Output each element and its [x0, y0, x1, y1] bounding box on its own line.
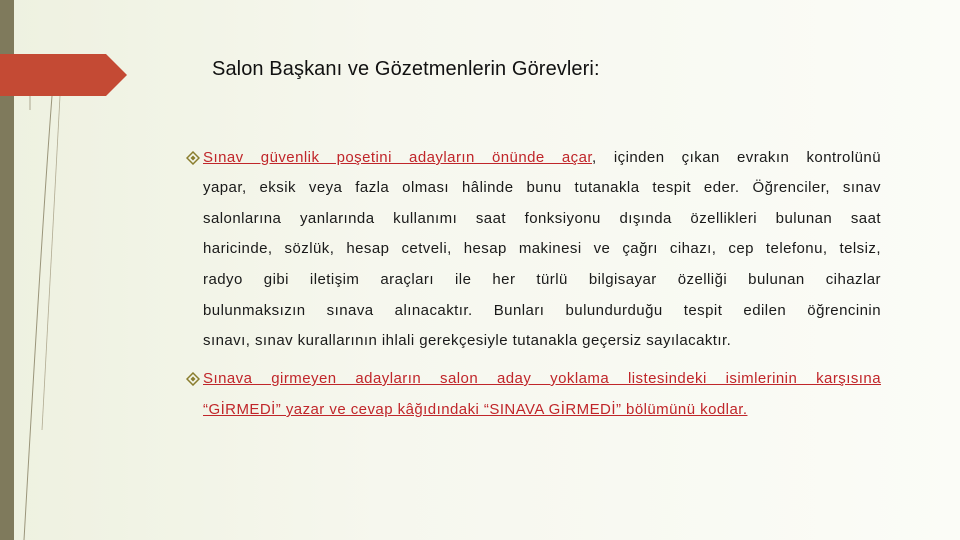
bullet1-line-7: sınavı, sınav kurallarının ihlali gerekçesiyle tutanakla geçersiz sayılacaktır.: [203, 332, 732, 349]
bullet1-line-1-rest: , içinden çıkan evrakın kontrolünü: [592, 149, 882, 166]
bullet1-line-1: [203, 149, 881, 166]
bullet1-highlight: Sınav güvenlik poşetini adayların önünde açar: [203, 149, 593, 166]
bullet2-line-1: Sınava girmeyen adayların salon aday yoklama listesindeki isimlerinin karşısına: [203, 370, 881, 387]
page-title: Salon Başkanı ve Gözetmenlerin Görevleri:: [212, 58, 600, 80]
title-accent-tab: [0, 54, 127, 96]
bullet1-line-2: yapar, eksik veya fazla olması hâlinde bunu tutanakla tespit eder. Öğrenciler, sınav: [203, 179, 881, 196]
bullet2-line-2: “GİRMEDİ” yazar ve cevap kâğıdındaki “SINAVA GİRMEDİ” bölümünü kodlar.: [203, 401, 748, 418]
bullet1-line-5: radyo gibi iletişim araçları ile her türlü bilgisayar özelliği bulunan cihazlar: [203, 271, 881, 288]
bullet1-line-6: bulunmaksızın sınava alınacaktır. Bunları bulundurduğu tespit edilen öğrencinin: [203, 302, 881, 319]
diamond-bullet-icon: [186, 151, 200, 165]
diamond-bullet-icon: [186, 372, 200, 386]
bullet1-line-3: salonlarına yanlarında kullanımı saat fonksiyonu dışında özellikleri bulunan saat: [203, 210, 881, 227]
bullet1-line-4: haricinde, sözlük, hesap cetveli, hesap makinesi ve çağrı cihazı, cep telefonu, telsiz,: [203, 240, 881, 257]
